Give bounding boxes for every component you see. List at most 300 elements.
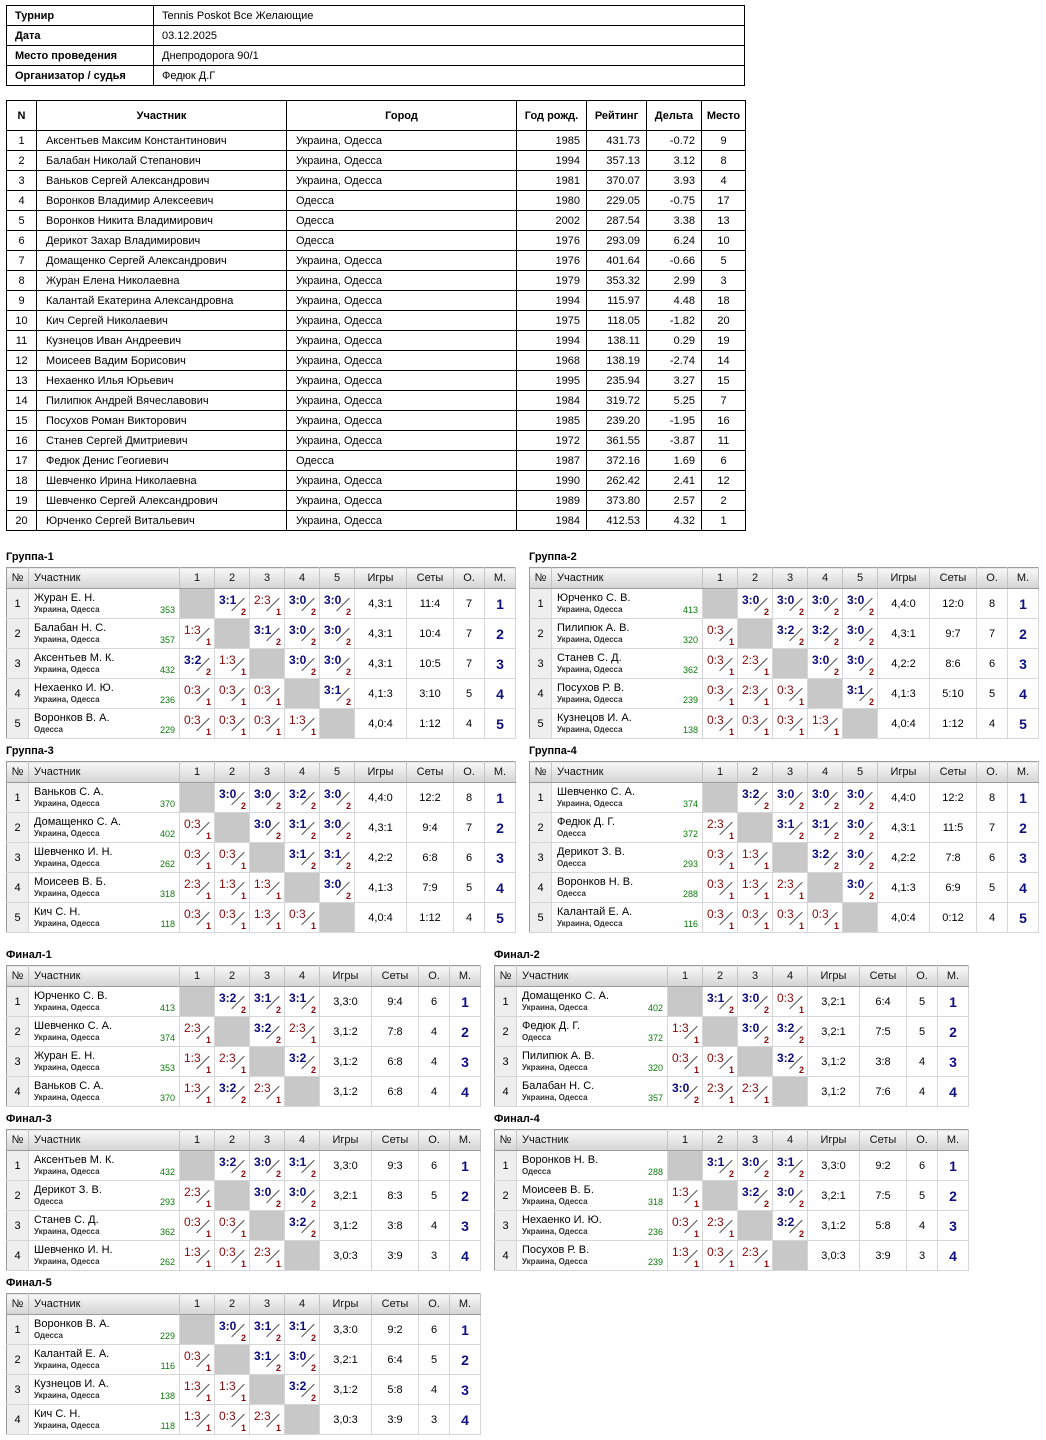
place-value: 5 [485,903,516,933]
match-result [773,873,808,903]
header-games: Игры [355,762,407,783]
participant-city: Одесса [287,191,517,211]
match-result [738,589,773,619]
group-header-row [530,568,1039,589]
group-table [6,1129,481,1271]
player-rating: 370 [159,1092,175,1103]
group-row [7,1345,481,1375]
header-points: О. [419,1294,450,1315]
match-score: 2:3 [707,1215,724,1229]
player-rating: 353 [159,1062,175,1073]
sets-value: 3:9 [860,1241,907,1271]
participant-rating: 287.54 [587,211,647,231]
self-cell [320,903,355,933]
match-points: 2 [240,801,246,811]
player-cell [517,1077,668,1107]
participant-rating: 372.16 [587,451,647,471]
sets-value: 9:2 [860,1151,907,1181]
participant-number: 5 [7,211,37,231]
group-row [7,1405,481,1435]
match-points: 2 [798,607,804,617]
match-result [738,903,773,933]
match-points: 2 [310,1229,316,1239]
match-result [773,1181,808,1211]
player-cell [552,873,703,903]
points-value: 3 [907,1241,938,1271]
match-score: 0:3 [219,1245,236,1259]
games-value: 4,2:2 [878,649,930,679]
player-city: Украина, Одесса [34,1032,100,1042]
header-opponent: 4 [285,966,320,987]
match-points: 2 [763,1005,769,1015]
match-score: 0:3 [219,907,236,921]
match-points: 1 [275,727,281,737]
participant-number: 7 [7,251,37,271]
participant-row [7,211,746,231]
match-score: 0:3 [219,683,236,697]
match-score: 3:2 [777,623,795,637]
participant-delta: 3.38 [647,211,702,231]
player-name: Шевченко И. Н. [34,845,113,858]
participant-birth-year: 1985 [517,131,587,151]
sets-value: 1:12 [930,709,977,739]
sets-value: 6:8 [407,843,454,873]
match-result [773,589,808,619]
player-meta [522,1034,663,1043]
match-score: 3:1 [812,817,830,831]
match-result [215,1375,250,1405]
participant-rating: 118.05 [587,311,647,331]
header-points: О. [454,568,485,589]
match-result [250,1315,285,1345]
games-value: 4,2:2 [355,843,407,873]
row-number: 2 [7,1345,29,1375]
row-number: 3 [7,649,29,679]
games-value: 3,2:1 [808,1017,860,1047]
header-opponent: 1 [703,762,738,783]
match-result [180,1241,215,1271]
row-number: 1 [530,589,552,619]
player-name: Моисеев В. Б. [34,875,106,888]
participant-birth-year: 1984 [517,391,587,411]
player-city: Украина, Одесса [557,798,623,808]
points-value: 5 [907,987,938,1017]
match-score: 3:0 [289,623,307,637]
group-row [530,903,1039,933]
games-value: 3,1:2 [320,1047,372,1077]
match-result [738,1017,773,1047]
group-table [529,567,1039,739]
match-score: 2:3 [254,1081,271,1095]
match-score: 3:0 [289,1185,307,1199]
match-points: 1 [275,1259,281,1269]
player-name: Юрченко С. В. [34,989,108,1002]
self-cell [703,1017,738,1047]
player-cell [29,709,180,739]
match-points: 2 [798,1229,804,1239]
player-city: Одесса [557,828,586,838]
participant-delta: -1.82 [647,311,702,331]
self-cell [250,1211,285,1241]
header-sets: Сеты [860,1130,907,1151]
group-row [530,813,1039,843]
participant-number: 12 [7,351,37,371]
match-score: 3:0 [254,1155,272,1169]
place-value: 1 [485,589,516,619]
match-score: 3:1 [777,1155,795,1169]
group-table [494,965,969,1107]
group-row [7,843,516,873]
match-result [250,679,285,709]
points-value: 5 [907,1017,938,1047]
player-rating: 362 [682,664,698,675]
row-number: 4 [7,1077,29,1107]
match-points: 2 [763,1169,769,1179]
player-name: Шевченко И. Н. [34,1243,113,1256]
header-opponent: 4 [808,762,843,783]
self-cell [808,873,843,903]
match-score: 3:0 [847,787,865,801]
match-result [250,1241,285,1271]
header-place: М. [450,966,481,987]
match-result [180,1405,215,1435]
match-score: 3:0 [777,593,795,607]
self-cell [215,813,250,843]
match-result [703,1241,738,1271]
player-meta [34,1362,175,1371]
match-score: 3:0 [847,623,865,637]
player-cell [29,619,180,649]
group-row [7,1047,481,1077]
player-meta [34,1258,175,1267]
games-value: 3,1:2 [320,1375,372,1405]
match-points: 1 [693,1199,699,1209]
match-points: 2 [763,1199,769,1209]
points-value: 7 [454,649,485,679]
place-value: 1 [450,1151,481,1181]
match-result [703,679,738,709]
match-result [285,589,320,619]
match-points: 1 [763,921,769,931]
sets-value: 9:4 [372,987,419,1017]
games-value: 4,4:0 [355,783,407,813]
participant-place: 20 [702,311,746,331]
player-name: Воронков В. А. [34,1317,110,1330]
points-value: 6 [419,1315,450,1345]
group-title: Финал-5 [6,1277,52,1289]
player-rating: 262 [159,1256,175,1267]
participant-name: Станев Сергей Дмитриевич [37,431,287,451]
player-cell [552,783,703,813]
match-score: 3:0 [812,653,830,667]
player-meta [557,666,698,675]
player-city: Украина, Одесса [34,1092,100,1102]
player-city: Одесса [34,1196,63,1206]
player-city: Украина, Одесса [557,694,623,704]
participant-rating: 373.80 [587,491,647,511]
participant-name: Воронков Никита Владимирович [37,211,287,231]
player-rating: 293 [159,1196,175,1207]
row-number: 2 [7,813,29,843]
participant-rating: 138.11 [587,331,647,351]
match-points: 2 [345,607,351,617]
player-name: Аксентьев М. К. [34,651,115,664]
header-games: Игры [878,762,930,783]
games-value: 4,4:0 [878,589,930,619]
header-points: О. [419,966,450,987]
player-meta [34,696,175,705]
participant-delta: 3.12 [647,151,702,171]
row-number: 4 [7,873,29,903]
header-opponent: 4 [285,568,320,589]
player-name: Журан Е. Н. [34,591,96,604]
participant-place: 1 [702,511,746,531]
header-place: М. [1008,762,1039,783]
match-score: 0:3 [707,1245,724,1259]
match-points: 2 [798,1199,804,1209]
row-number: 3 [530,843,552,873]
player-city: Украина, Одесса [34,828,100,838]
match-points: 1 [275,1095,281,1105]
match-points: 1 [728,861,734,871]
self-cell [703,1181,738,1211]
row-number: 4 [495,1077,517,1107]
match-result [285,903,320,933]
player-city: Украина, Одесса [34,1062,100,1072]
self-cell [250,843,285,873]
player-meta [34,1332,175,1341]
participant-birth-year: 1976 [517,251,587,271]
place-value: 4 [1008,679,1039,709]
points-value: 5 [907,1181,938,1211]
match-score: 3:0 [254,787,272,801]
match-score: 3:0 [742,1021,760,1035]
match-points: 1 [205,1095,211,1105]
match-result [250,1181,285,1211]
player-city: Украина, Одесса [34,694,100,704]
participant-name: Пилипюк Андрей Вячеславович [37,391,287,411]
match-score: 3:0 [847,593,865,607]
player-meta [34,920,175,929]
match-score: 0:3 [707,683,724,697]
match-result [285,709,320,739]
match-score: 2:3 [184,877,201,891]
match-result [773,709,808,739]
participant-delta: 6.24 [647,231,702,251]
player-city: Украина, Одесса [34,1360,100,1370]
participant-place: 19 [702,331,746,351]
header-opponent: 4 [285,762,320,783]
group-row [7,709,516,739]
self-cell [668,1151,703,1181]
header-opponent: 2 [215,762,250,783]
match-result [250,709,285,739]
match-score: 0:3 [707,653,724,667]
games-value: 3,1:2 [808,1047,860,1077]
match-score: 1:3 [184,1409,201,1423]
player-rating: 374 [159,1032,175,1043]
participant-city: Украина, Одесса [287,251,517,271]
sets-value: 7:9 [407,873,454,903]
match-result [843,843,878,873]
match-result [180,1181,215,1211]
points-value: 7 [454,589,485,619]
points-value: 4 [419,1211,450,1241]
match-points: 1 [240,1229,246,1239]
participant-delta: -0.72 [647,131,702,151]
match-points: 2 [240,607,246,617]
row-number: 3 [7,1375,29,1405]
header-opponent: 3 [250,1294,285,1315]
match-points: 2 [310,1199,316,1209]
header-opponent: 3 [738,966,773,987]
match-score: 3:1 [219,593,237,607]
match-points: 1 [693,1259,699,1269]
player-rating: 357 [159,634,175,645]
points-value: 7 [977,813,1008,843]
participant-row [7,231,746,251]
group-row [530,619,1039,649]
place-value: 5 [1008,903,1039,933]
games-value: 4,3:1 [355,649,407,679]
match-result [668,1077,703,1107]
match-points: 2 [310,637,316,647]
match-points: 2 [240,1169,246,1179]
match-points: 2 [833,637,839,647]
participant-name: Воронков Владимир Алексеевич [37,191,287,211]
match-points: 1 [205,1065,211,1075]
match-result [773,903,808,933]
player-meta [34,800,175,809]
match-score: 0:3 [707,877,724,891]
self-cell [703,783,738,813]
match-points: 1 [763,697,769,707]
sets-value: 5:8 [372,1375,419,1405]
group-row [7,1151,481,1181]
tournament-label: Турнир [7,6,154,26]
group-row [530,679,1039,709]
header-opponent: 2 [738,568,773,589]
participant-place: 7 [702,391,746,411]
match-result [843,783,878,813]
player-rating: 372 [682,828,698,839]
points-value: 6 [419,987,450,1017]
match-result [285,843,320,873]
match-score: 3:1 [707,1155,725,1169]
player-rating: 318 [159,888,175,899]
points-value: 4 [419,1017,450,1047]
player-rating: 118 [160,1420,175,1431]
match-points: 1 [728,1229,734,1239]
match-result [703,1047,738,1077]
header-opponent: 4 [808,568,843,589]
group-title: Финал-3 [6,1113,52,1125]
player-city: Украина, Одесса [557,664,623,674]
place-value: 4 [450,1405,481,1435]
player-name: Нехаенко И. Ю. [34,681,114,694]
group-row [7,1241,481,1271]
match-score: 3:1 [254,623,272,637]
sets-value: 6:4 [860,987,907,1017]
match-score: 0:3 [219,713,236,727]
match-points: 1 [205,727,211,737]
group-title: Финал-2 [494,949,540,961]
player-name: Ваньков С. А. [34,785,104,798]
player-rating: 118 [160,918,175,929]
participant-birth-year: 1972 [517,431,587,451]
player-city: Украина, Одесса [34,664,100,674]
player-city: Одесса [34,724,63,734]
player-rating: 413 [682,604,698,615]
games-value: 3,2:1 [808,1181,860,1211]
player-rating: 288 [682,888,698,899]
sets-value: 7:5 [860,1181,907,1211]
match-score: 0:3 [777,713,794,727]
match-result [808,589,843,619]
participant-birth-year: 1980 [517,191,587,211]
player-city: Украина, Одесса [34,858,100,868]
match-score: 2:3 [707,1081,724,1095]
player-meta [34,726,175,735]
match-points: 1 [763,727,769,737]
player-rating: 402 [647,1002,663,1013]
row-number: 1 [495,987,517,1017]
header-opponent: 3 [250,762,285,783]
match-points: 2 [275,1333,281,1343]
group-table [529,761,1039,933]
group-row [7,679,516,709]
participant-delta: -1.95 [647,411,702,431]
match-result [738,679,773,709]
participant-number: 9 [7,291,37,311]
match-score: 2:3 [254,1409,271,1423]
player-rating: 239 [682,694,698,705]
player-meta [34,1228,175,1237]
participant-delta: -3.87 [647,431,702,451]
match-result [703,873,738,903]
player-cell [517,1017,668,1047]
participant-city: Украина, Одесса [287,431,517,451]
player-city: Украина, Одесса [34,1226,100,1236]
match-score: 3:0 [777,787,795,801]
participant-delta: -0.75 [647,191,702,211]
player-rating: 320 [682,634,698,645]
participant-place: 8 [702,151,746,171]
points-value: 6 [977,649,1008,679]
participant-number: 18 [7,471,37,491]
match-result [180,873,215,903]
group-row [7,1017,481,1047]
group-row [7,1077,481,1107]
place-value: 1 [485,783,516,813]
player-city: Украина, Одесса [557,918,623,928]
participant-number: 13 [7,371,37,391]
match-result [738,1241,773,1271]
match-result [180,1345,215,1375]
player-name: Воронков В. А. [34,711,110,724]
match-score: 3:2 [742,1185,760,1199]
self-cell [215,1017,250,1047]
player-city: Одесса [522,1166,551,1176]
match-score: 0:3 [184,817,201,831]
points-value: 6 [419,1151,450,1181]
header-player: Участник [29,762,180,783]
participant-place: 4 [702,171,746,191]
participant-city: Украина, Одесса [287,271,517,291]
player-city: Украина, Одесса [522,1002,588,1012]
participant-name: Посухов Роман Викторович [37,411,287,431]
points-value: 4 [419,1375,450,1405]
